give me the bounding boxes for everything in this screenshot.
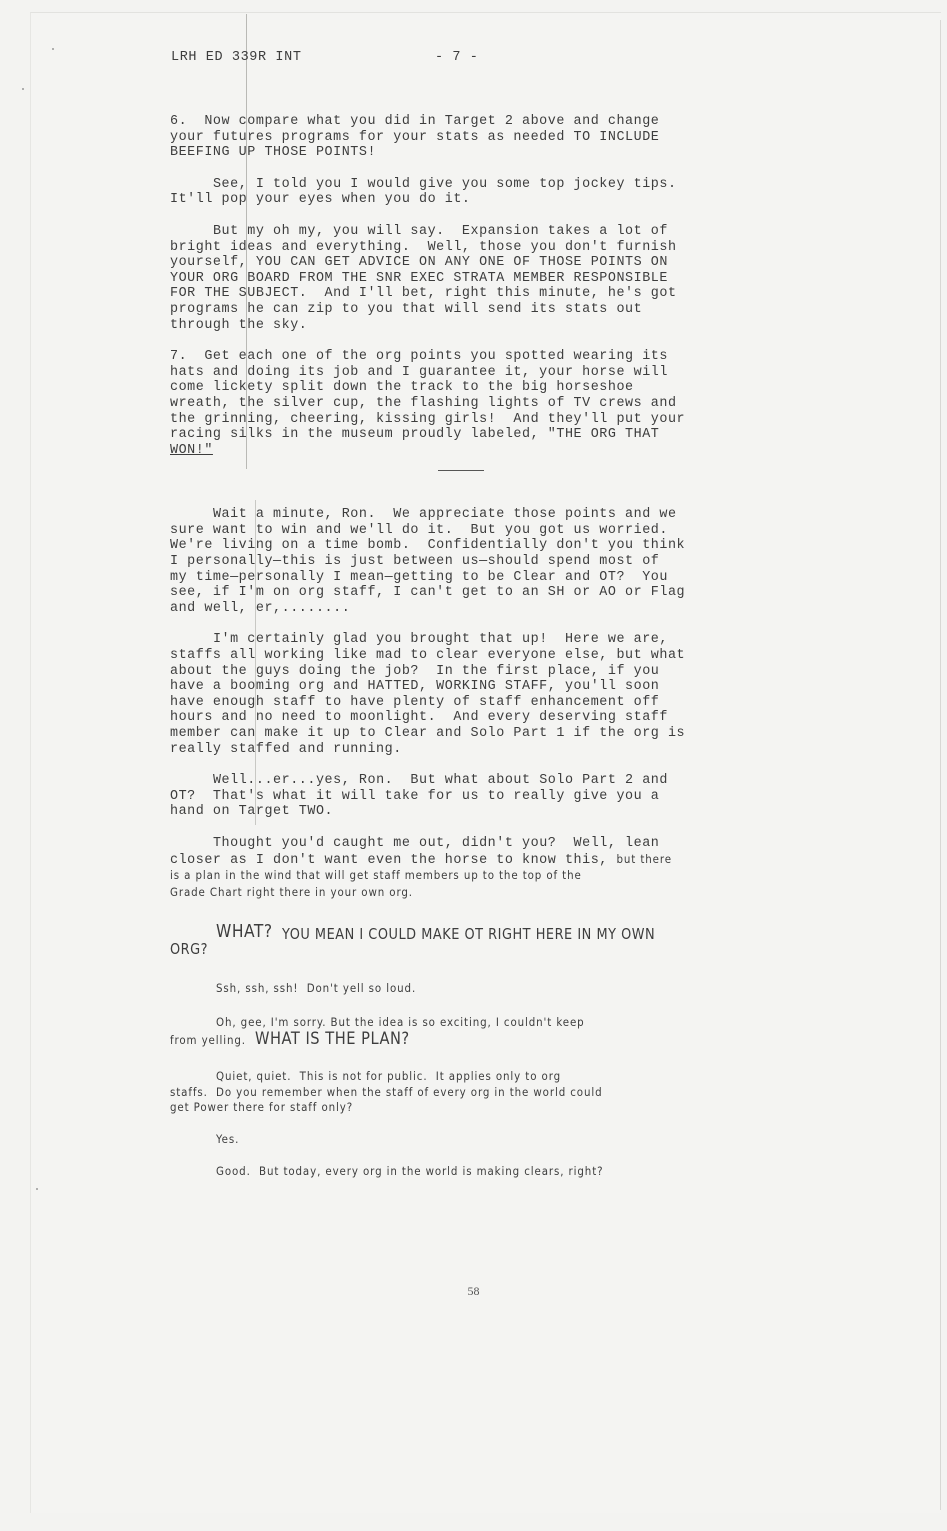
document-body — [170, 114, 760, 1195]
paragraph-quiet — [170, 1069, 760, 1116]
paragraph-7 — [170, 349, 760, 458]
paragraph-what-own-org — [170, 923, 760, 959]
page-marker: - 7 - — [435, 50, 479, 65]
yell-org: ORG? — [170, 940, 209, 959]
paragraph-jockey-tips: See, I told you I would give you some top jockey tips. It'll pop your eyes when you do it. — [170, 176, 677, 208]
paper-speck — [36, 1188, 38, 1190]
section-separator — [438, 470, 484, 471]
paragraph-7-won: WON!" — [170, 442, 213, 458]
paragraph-caught-me-out — [170, 836, 760, 901]
page-number: 58 — [467, 1284, 480, 1298]
paragraph-wait-a-minute: Wait a minute, Ron. We appreciate those points and we sure want to win and we'll do it. But you got us worried. We're living on a time bomb. Confidentially don't you think I personally—this is just between us—should spend most of my time—personally I mean—getting to be Clear and OT? You see, if I'm on org staff, I can't get to an SH or AO or Flag and well, er,........ — [170, 507, 686, 616]
yell-what: WHAT? — [216, 921, 273, 943]
paragraph-quiet-text: Quiet, quiet. This is not for public. It applies only to org staffs. Do you remember when the staff of every org in the world could get Power there for staff only? — [170, 1069, 603, 1115]
paragraph-caught-me-out-sans: is a plan in the wind that will get staff members up to the top of the Grade Chart right there in your own org. — [170, 868, 582, 899]
paragraph-glad-you-asked: I'm certainly glad you brought that up! Here we are, staffs all working like mad to clear everyone else, but what about the guys doing the job? In the first place, if you have a booming org and HATTED, WORKING STAFF, you'll soon have enough staff to have plenty of staff enhancement off hours and no need to moonlight. And every deserving staff member can make it up to Clear and Solo Part 1 if the org is really staffed and running. — [170, 632, 686, 757]
paragraph-caught-me-out-end: but there — [616, 851, 672, 866]
paragraph-good: Good. But today, every org in the world is making clears, right? — [216, 1163, 604, 1178]
paragraph-ssh: Ssh, ssh, ssh! Don't yell so loud. — [216, 981, 417, 996]
yell-what-is-plan: WHAT IS THE PLAN? — [254, 1028, 410, 1049]
paragraph-caught-me-out-mono: Thought you'd caught me out, didn't you? Well, lean closer as I don't want even the horse to know this, — [170, 835, 660, 868]
paper-speck — [52, 48, 54, 50]
from-yelling-text: from yelling. — [170, 1032, 246, 1047]
paragraph-solo-part-2: Well...er...yes, Ron. But what about Solo Part 2 and OT? That's what it will take for us to really give you a hand on Target TWO. — [170, 773, 668, 820]
paragraph-so-exciting — [170, 1015, 760, 1049]
document-reference: LRH ED 339R INT — [171, 50, 302, 65]
paragraph-expansion: But my oh my, you will say. Expansion takes a lot of bright ideas and everything. Well, those you don't furnish yourself, YOU CAN GET ADVICE ON ANY ONE OF THOSE POINTS ON YOUR ORG BOARD FROM THE SNR EXEC STRATA MEMBER RESPONSIBLE FOR THE SUBJECT. And I'll bet, right this minute, he's got programs he can zip to you that will send its stats out through the sky. — [170, 223, 677, 333]
paper-speck — [22, 88, 24, 90]
paragraph-so-exciting-line1: Oh, gee, I'm sorry. But the idea is so exciting, I couldn't keep — [216, 1014, 585, 1029]
paragraph-yes: Yes. — [216, 1131, 240, 1146]
yell-make-ot: YOU MEAN I COULD MAKE OT RIGHT HERE IN MY OWN — [282, 925, 656, 944]
paragraph-so-exciting-line2 — [170, 1028, 760, 1050]
paragraph-7-text: 7. Get each one of the org points you spotted wearing its hats and doing its job and I guarantee it, your horse will come lickety split down the track to the big horseshoe wreath, the silver cup, the flashing lights of TV crews and the grinning, cheering, kissing girls! And they'll put your racing silks in the museum proudly labeled, "THE ORG THAT — [170, 349, 686, 443]
paragraph-6: 6. Now compare what you did in Target 2 above and change your futures programs for your stats as needed TO INCLUDE BEEFING UP THOSE POINTS! — [170, 114, 660, 161]
